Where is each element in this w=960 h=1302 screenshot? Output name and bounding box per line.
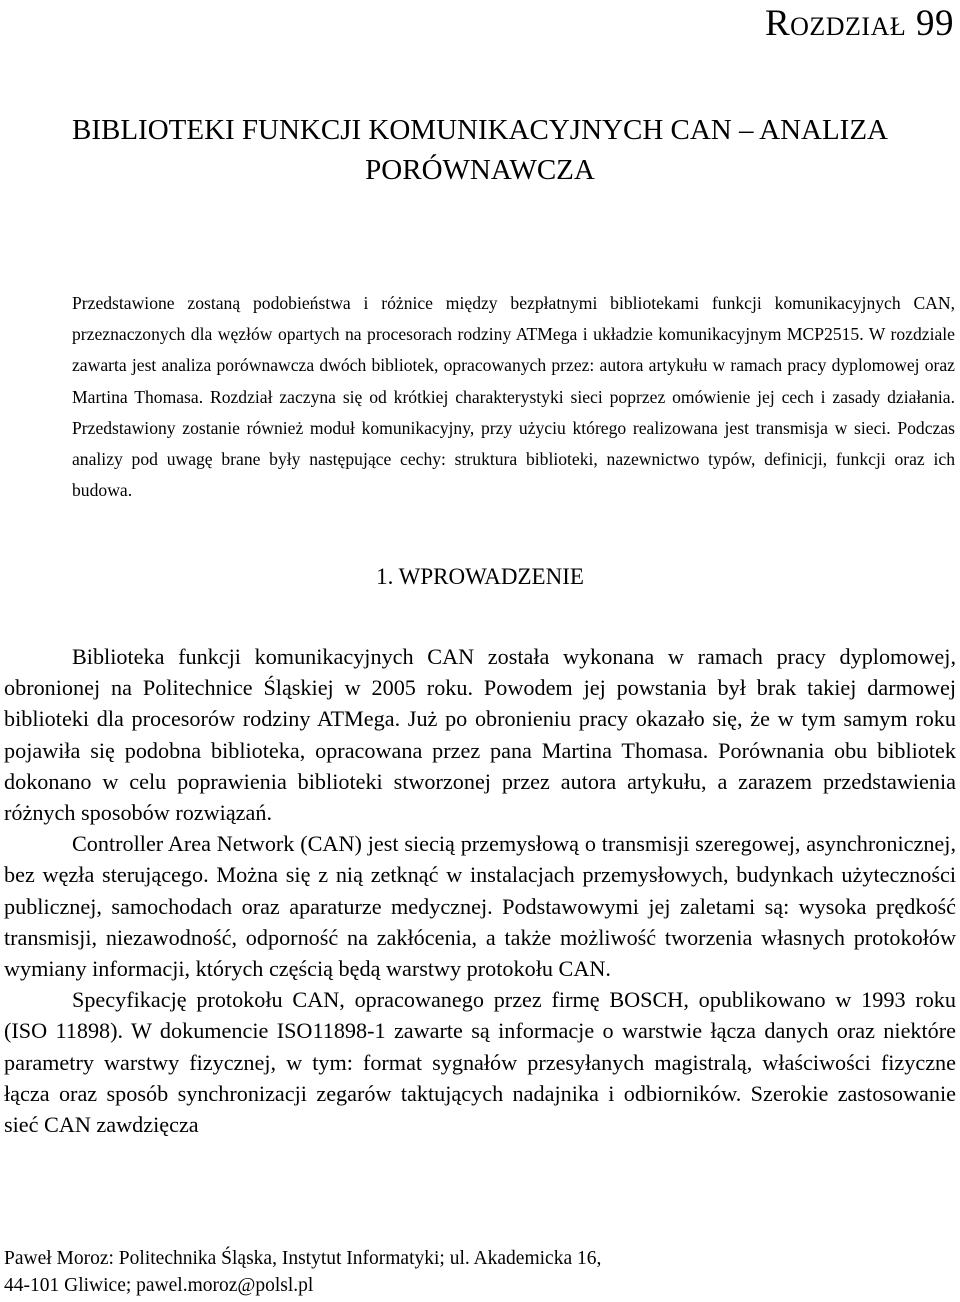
author-footnote [4, 1246, 944, 1299]
body-paragraph-3: Specyfikację protokołu CAN, opracowanego przez firmę BOSCH, opublikowano w 1993 roku (ISO 11898). W dokumencie ISO11898-1 zawarte są informacje o warstwie łącza danych oraz niektóre parametry warstwy fizycznej, w tym: format sygnałów przesyłanych magistralą, właściwości fizyczne łącza oraz sposób synchronizacji zegarów taktujących nadajnika i odbiorników. Szerokie zastosowanie sieć CAN zawdzięcza [4, 987, 956, 1138]
chapter-title: BIBLIOTEKI FUNKCJI KOMUNIKACYJNYCH CAN – ANALIZA PORÓWNAWCZA [71, 114, 888, 186]
section-heading: 1. WPROWADZENIE [376, 564, 584, 589]
body-text [4, 641, 956, 1140]
footnote-line-affiliation: Paweł Moroz: Politechnika Śląska, Instytut Informatyki; ul. Akademicka 16, [4, 1248, 602, 1269]
abstract: Przedstawione zostaną podobieństwa i różnice między bezpłatnymi bibliotekami funkcji komunikacyjnych CAN, przeznaczonych dla węzłów opartych na procesorach rodziny ATMega i układzie komunikacyjnym MCP2515. W rozdziale zawarta jest analiza porównawcza dwóch bibliotek, opracowanych przez: autora artykułu w ramach pracy dyplomowej oraz Martina Thomasa. Rozdział zaczyna się od krótkiej charakterystyki sieci poprzez omówienie jej cech i zasady działania. Przedstawiony zostanie również moduł komunikacyjny, przy użyciu którego realizowana jest transmisja w sieci. Podczas analizy pod uwagę brane były następujące cechy: struktura biblioteki, nazewnictwo typów, definicji, funkcji oraz ich budowa. [72, 293, 955, 501]
body-paragraph-2: Controller Area Network (CAN) jest siecią przemysłową o transmisji szeregowej, asynchronicznej, bez węzła sterującego. Można się z nią zetknąć w instalacjach przemysłowych, budynkach użyteczności publicznej, samochodach oraz aparaturze medycznej. Podstawowymi jej zaletami są: wysoka prędkość transmisji, niezawodność, odporność na zakłócenia, a także możliwość tworzenia własnych protokołów wymiany informacji, których częścią będą warstwy protokołu CAN. [4, 831, 956, 982]
footnote-line-contact: 44-101 Gliwice; pawel.moroz@polsl.pl [4, 1274, 314, 1296]
chapter-label: Rozdział 99 [764, 3, 954, 44]
body-paragraph-1: Biblioteka funkcji komunikacyjnych CAN została wykonana w ramach pracy dyplomowej, obronionej na Politechnice Śląskiej w 2005 roku. Powodem jej powstania był brak takiej darmowej biblioteki dla procesorów rodziny ATMega. Już po obronieniu pracy okazało się, że w tym samym roku pojawiła się podobna biblioteka, opracowana przez pana Martina Thomasa. Porównania obu bibliotek dokonano w celu poprawienia biblioteki stworzonej przez autora artykułu, a zarazem przedstawienia różnych sposobów rozwiązań. [4, 644, 956, 826]
